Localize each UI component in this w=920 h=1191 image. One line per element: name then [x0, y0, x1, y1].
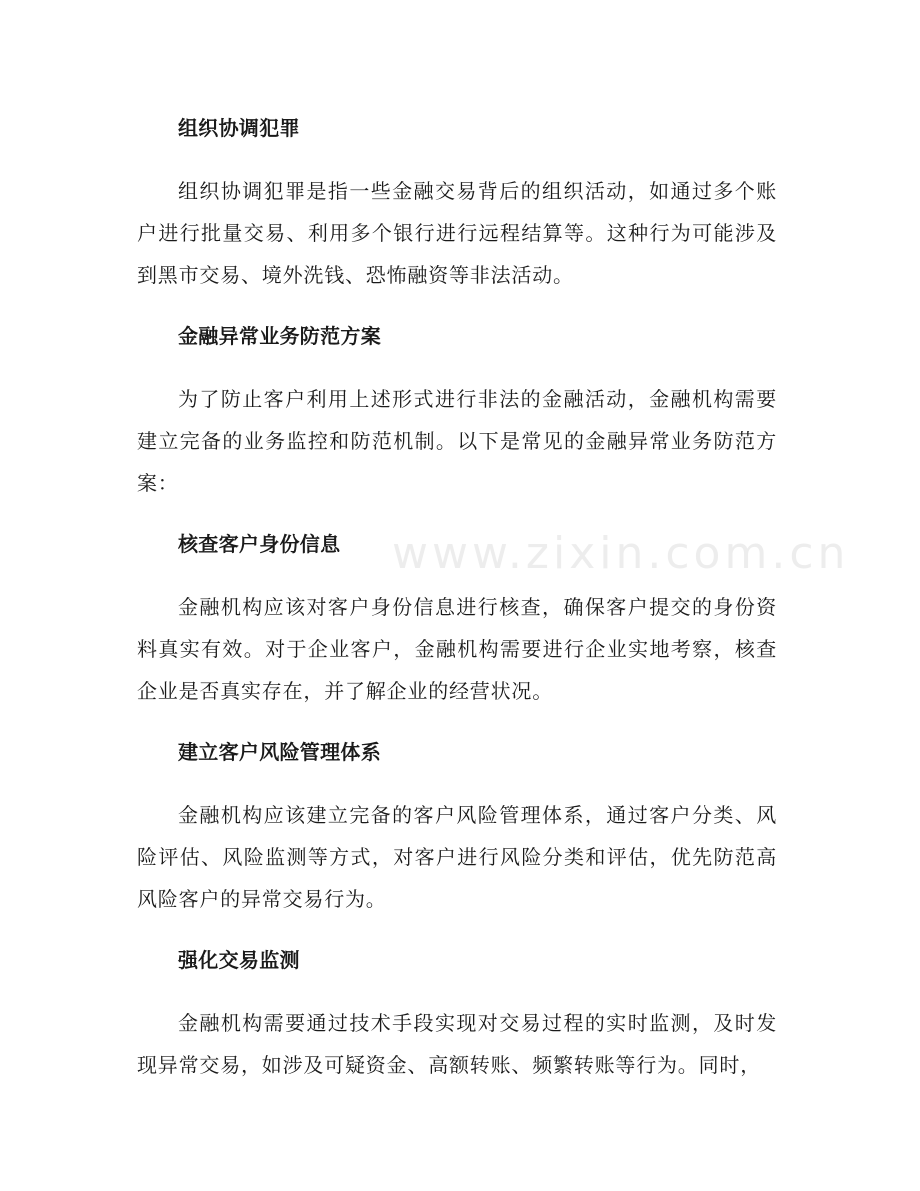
section-heading: 核查客户身份信息 — [178, 532, 341, 556]
section-paragraph: 金融机构应该建立完备的客户风险管理体系，通过客户分类、风险评估、风险监测等方式，对客户进行风险分类和评估，优先防范高风险客户的异常交易行为。 — [137, 803, 777, 911]
section-transaction-monitoring — [137, 940, 777, 1086]
section-heading: 组织协调犯罪 — [178, 116, 300, 140]
section-heading: 金融异常业务防范方案 — [178, 324, 381, 348]
section-verify-identity — [137, 524, 777, 712]
watermark: www.zixin.com.cn — [392, 528, 850, 579]
section-paragraph: 金融机构需要通过技术手段实现对交易过程的实时监测，及时发现异常交易，如涉及可疑资金、高额转账、频繁转账等行为。同时， — [137, 1011, 777, 1077]
section-prevention-plan — [137, 316, 777, 504]
section-paragraph: 组织协调犯罪是指一些金融交易背后的组织活动，如通过多个账户进行批量交易、利用多个银行进行远程结算等。这种行为可能涉及到黑市交易、境外洗钱、恐怖融资等非法活动。 — [137, 179, 777, 287]
document-body — [137, 108, 777, 1106]
section-paragraph: 金融机构应该对客户身份信息进行核查，确保客户提交的身份资料真实有效。对于企业客户，金融机构需要进行企业实地考察，核查企业是否真实存在，并了解企业的经营状况。 — [137, 595, 777, 703]
section-heading: 强化交易监测 — [178, 948, 300, 972]
section-heading: 建立客户风险管理体系 — [178, 740, 381, 764]
section-organized-crime — [137, 108, 777, 296]
section-risk-management — [137, 732, 777, 920]
section-paragraph: 为了防止客户利用上述形式进行非法的金融活动，金融机构需要建立完备的业务监控和防范机制。以下是常见的金融异常业务防范方案： — [137, 387, 777, 495]
